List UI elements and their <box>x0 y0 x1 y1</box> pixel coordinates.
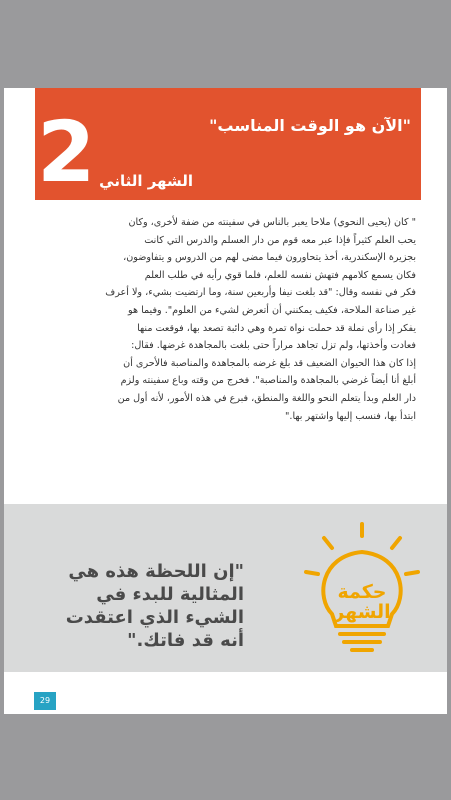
month-number: 2 <box>37 103 96 201</box>
text-line: فعادت وأخذتها، ولم تزل تجاهد مراراً حتى بلغت بالمجاهدة غرضها. فقال: <box>131 340 416 352</box>
wisdom-quote <box>34 560 244 652</box>
page-number-badge: 29 <box>34 692 56 710</box>
story-text <box>36 214 416 425</box>
text-line: دار العلم وبدأ يتعلم النحو واللغة والمنطق، فبرع في هذه الأمور، لأنه أول من <box>117 392 416 404</box>
wisdom-box <box>4 504 447 672</box>
text-line: غير صناعة الملاحة، فكيف يمكنني أن أتعرض لشيء من العلوم". وفيما هو <box>128 304 416 316</box>
text-line: ابتدأ بها، فنسب إليها واشتهر بها." <box>284 410 416 422</box>
text-line: إذا كان هذا الحيوان الضعيف قد بلغ غرضه بالمجاهدة والمناصبة فالأحرى أن <box>123 357 416 369</box>
banner-quote: "الآن هو الوقت المناسب" <box>209 116 411 135</box>
lightbulb-icon <box>302 522 422 662</box>
wisdom-label-1: حكمة <box>337 581 387 603</box>
book-page <box>4 88 447 714</box>
quote-line: أنه قد فاتك." <box>127 630 244 651</box>
text-line: " كان (يحيى النحوي) ملاحا يعبر بالناس في سفينته من ضفة لأخرى، وكان <box>128 217 416 228</box>
text-line: بجزيرة الإسكندرية، أخذ يتحاورون فيما مضى لهم من الدروس و يتفاوضون، <box>123 252 416 264</box>
quote-line: الشيء الذي اعتقدت <box>65 607 244 628</box>
text-line: يفكر إذا رأى نملة قد حملت نواة تمرة وهي دائبة تصعد بها، فوقعت منها <box>137 322 416 334</box>
title-banner <box>35 88 421 200</box>
wisdom-label-2: الشهر <box>333 601 391 623</box>
text-line: يحب العلم كثيراً فإذا عبر معه قوم من دار العسلم والدرس التي كانت <box>144 234 416 246</box>
month-label: الشهر الثاني <box>99 172 193 190</box>
text-line: فكان يسمع كلامهم فتهش نفسه للعلم، فلما قوي رأيه في طلب العلم <box>144 269 416 281</box>
text-line: فكر في نفسه وقال: "قد بلغت نيفا وأربعين سنة، وما ارتضيت بشيء، ولا أعرف <box>105 287 416 299</box>
quote-line: المثالية للبدء في <box>96 584 244 605</box>
text-line: أبلغ أنا أيضاً غرضي بالمجاهدة والمناصبة". فخرج من وقته وباع سفينته ولزم <box>120 375 416 387</box>
quote-line: "إن اللحظة هذه هي <box>68 561 244 582</box>
